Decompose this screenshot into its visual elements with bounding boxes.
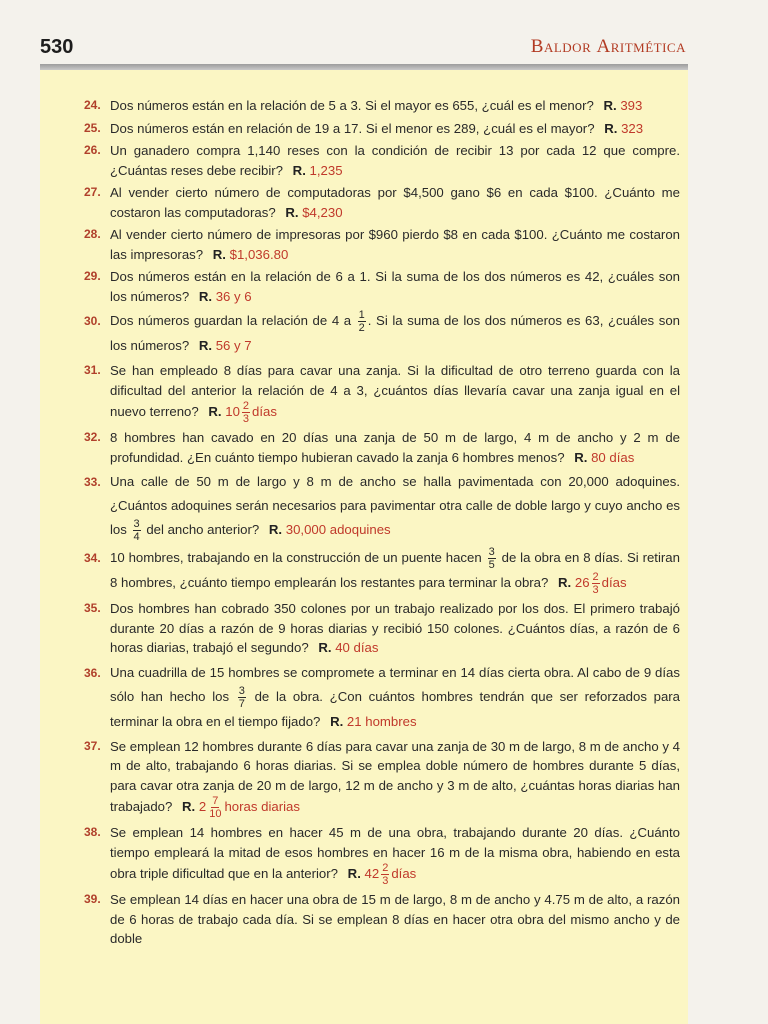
answer: 393 [620, 98, 643, 113]
fraction-denominator: 4 [133, 531, 140, 544]
problem-27 [84, 183, 680, 222]
answer-fraction [242, 400, 250, 425]
problem-text: Se emplean 12 hombres durante 6 días para cavar una zanja de 30 m de largo, 8 m de ancho y 4 m de alto, trabajando 6 horas diarias. Si se emplea doble número de hombres durante 5 días, para cavar otra zanja de 20 m de largo, 12 m de ancho y 3 m de alto, ¿cuántas horas diarias han trabajado? [110, 738, 680, 815]
problem-number: 29. [84, 269, 101, 283]
problem-number: 37. [84, 738, 101, 753]
problem-34 [84, 546, 680, 596]
problem-39 [84, 890, 680, 949]
problem-number: 31. [84, 363, 101, 378]
problem-35 [84, 599, 680, 658]
fraction [133, 518, 141, 543]
answer-fraction [592, 571, 600, 596]
problem-number: 30. [84, 314, 101, 328]
page-number: 530 [40, 36, 74, 58]
fraction-numerator: 1 [358, 309, 365, 322]
problem-number: 39. [84, 892, 101, 907]
answer-marker: R. [198, 288, 213, 304]
problem-text: Se emplean 14 hombres en hacer 45 m de una obra, trabajando durante 20 días. ¿Cuánto tiempo empleará la mitad de esos hombres en hacer 16 m de la misma obra, habiendo en esta obra triple dificultad que en la anterior? [110, 825, 680, 882]
answer-marker: R. [347, 866, 361, 882]
fraction [358, 309, 366, 334]
answer-marker: R. [182, 799, 196, 815]
fraction-denominator: 2 [358, 322, 365, 335]
answer-marker: R. [212, 246, 226, 262]
answer-marker: R. [268, 522, 283, 538]
fraction-numerator: 2 [382, 862, 389, 875]
brand-name: Baldor [530, 36, 592, 57]
fraction-numerator: 7 [212, 795, 219, 808]
problem-text: . Si la suma de los dos números es 63, ¿cuáles son los números? [110, 313, 680, 354]
answer-whole: 2 [198, 799, 207, 815]
answer: 30,000 adoquines [285, 522, 391, 538]
problem-text: Dos números están en la relación de 5 a 3. Si el mayor es 655, ¿cuál es el menor? [110, 98, 594, 113]
fraction [238, 685, 246, 710]
fraction-denominator: 10 [209, 808, 222, 821]
answer-marker: R. [318, 640, 332, 656]
problem-36 [84, 661, 680, 734]
fraction [488, 546, 496, 571]
fraction-denominator: 5 [488, 559, 495, 572]
problem-number: 33. [84, 475, 101, 490]
answer: 21 hombres [346, 713, 417, 729]
answer: $4,230 [302, 204, 343, 220]
answer-marker: R. [574, 449, 588, 465]
fraction-numerator: 3 [238, 684, 245, 697]
problem-text: Al vender cierto número de computadoras por $4,500 gano $6 en cada $100. ¿Cuánto me costaron las computadoras? [110, 185, 680, 220]
problem-number: 34. [84, 551, 101, 566]
fraction-denominator: 7 [238, 697, 245, 710]
problem-number: 35. [84, 601, 101, 616]
answer-marker: R. [292, 162, 306, 178]
answer [364, 862, 417, 888]
answer: 36 y 6 [215, 288, 252, 304]
problem-29 [84, 267, 680, 306]
answer: 80 días [591, 449, 635, 465]
answer-marker: R. [285, 204, 299, 220]
problem-text: Al vender cierto número de impresoras por $960 pierdo $8 en cada $100. ¿Cuánto me costaron las impresoras? [110, 227, 680, 262]
answer-fraction [381, 862, 389, 887]
answer: 1,235 [309, 162, 343, 178]
problem-24 [84, 96, 680, 116]
problem-number: 24. [84, 98, 101, 112]
answer-marker: R. [330, 713, 344, 729]
problem-37 [84, 737, 680, 821]
fraction-numerator: 3 [488, 546, 495, 559]
answer-marker: R. [558, 575, 572, 591]
problem-33 [84, 470, 680, 543]
answer: $1,036.80 [229, 246, 289, 262]
problem-number: 27. [84, 185, 101, 199]
problem-text: Un ganadero compra 1,140 reses con la condición de recibir 13 por cada 12 que compre. ¿Cuántas reses debe recibir? [110, 143, 680, 178]
answer-marker: R. [604, 120, 618, 136]
problem-28 [84, 225, 680, 264]
answer-unit: días [601, 575, 627, 591]
problem-text: Una calle de 50 m de largo y 8 m de ancho se halla pavimentada con 20,000 adoquines. ¿Cuántos adoquines serán necesarios para pavimentar otra calle de doble largo y cuyo ancho es los [110, 474, 680, 538]
answer-unit: días [252, 404, 277, 419]
problem-32 [84, 428, 680, 467]
problem-text: Se emplean 14 días en hacer una obra de 15 m de largo, 8 m de ancho y 4.75 m de alto, a razón de 6 horas de trabajo cada día. Si se emplean 8 días en hacer otra obra del mismo ancho y de doble [110, 892, 680, 947]
problem-text: Dos números están en relación de 19 a 17. Si el menor es 289, ¿cuál es el mayor? [110, 120, 595, 136]
answer: 323 [621, 120, 644, 136]
problem-text: del ancho anterior? [146, 522, 260, 538]
problem-number: 28. [84, 227, 101, 241]
fraction-numerator: 2 [242, 400, 250, 413]
answer: 56 y 7 [215, 338, 252, 354]
problem-38 [84, 823, 680, 887]
running-head [531, 36, 686, 58]
answer [574, 571, 627, 597]
fraction-denominator: 3 [592, 584, 599, 597]
problem-text: 10 hombres, trabajando en la construcción de un puente hacen [110, 550, 482, 566]
answer-whole: 10 [225, 404, 240, 419]
answer-marker: R. [198, 338, 213, 354]
problem-26 [84, 141, 680, 180]
problem-text: Se han empleado 8 días para cavar una zanja. Si la dificultad de otro terreno guarda con la dificultad del anterior la relación de 4 a 3, ¿cuántos días llevaría cavar una zanja igual en el nuevo terreno? [110, 363, 680, 419]
problem-25 [84, 119, 680, 139]
problem-text: Dos hombres han cobrado 350 colones por un trabajo realizado por los dos. El primero trabajó durante 20 días a razón de 9 horas diarias y recibió 150 colones. ¿Cuántos días, a razón de 6 horas diarias, trabajó el segundo? [110, 601, 680, 656]
problem-number: 38. [84, 825, 101, 840]
problem-number: 25. [84, 120, 101, 135]
problem-text: 8 hombres han cavado en 20 días una zanja de 50 m de largo, 4 m de ancho y 2 m de profundidad. ¿En cuánto tiempo hubieran cavado la zanja 6 hombres menos? [110, 430, 680, 465]
problem-number: 26. [84, 143, 101, 157]
fraction-numerator: 3 [133, 518, 140, 531]
problem-text: Dos números guardan la relación de 4 a [110, 313, 352, 328]
answer-unit: horas diarias [224, 799, 300, 815]
answer [198, 795, 300, 821]
fraction-denominator: 3 [242, 413, 250, 426]
exercise-list [84, 96, 680, 952]
answer-whole: 26 [574, 575, 590, 591]
fraction-numerator: 2 [592, 571, 599, 584]
answer-fraction [208, 795, 222, 820]
problem-30 [84, 309, 680, 358]
answer-marker: R. [208, 404, 222, 419]
answer [225, 400, 277, 426]
problem-31 [84, 361, 680, 425]
answer-unit: días [391, 866, 417, 882]
fraction-denominator: 3 [382, 875, 389, 888]
answer: 40 días [335, 640, 379, 656]
problem-text: Una cuadrilla de 15 hombres se compromete a terminar en 14 días cierta obra. Al cabo de 9 días sólo han hecho los [110, 664, 680, 704]
answer-whole: 42 [364, 866, 380, 882]
problem-text: de la obra en 8 días. Si retiran 8 hombres, ¿cuánto tiempo emplearán los restantes para terminar la obra? [110, 550, 680, 591]
book-title: Aritmética [596, 36, 686, 57]
problem-text: de la obra. ¿Con cuántos hombres tendrán que ser reforzados para terminar la obra en el tiempo fijado? [110, 688, 680, 729]
answer-marker: R. [603, 98, 617, 113]
problem-number: 32. [84, 430, 101, 445]
problem-number: 36. [84, 665, 101, 680]
problem-text: Dos números están en la relación de 6 a 1. Si la suma de los dos números es 42, ¿cuáles son los números? [110, 269, 680, 304]
